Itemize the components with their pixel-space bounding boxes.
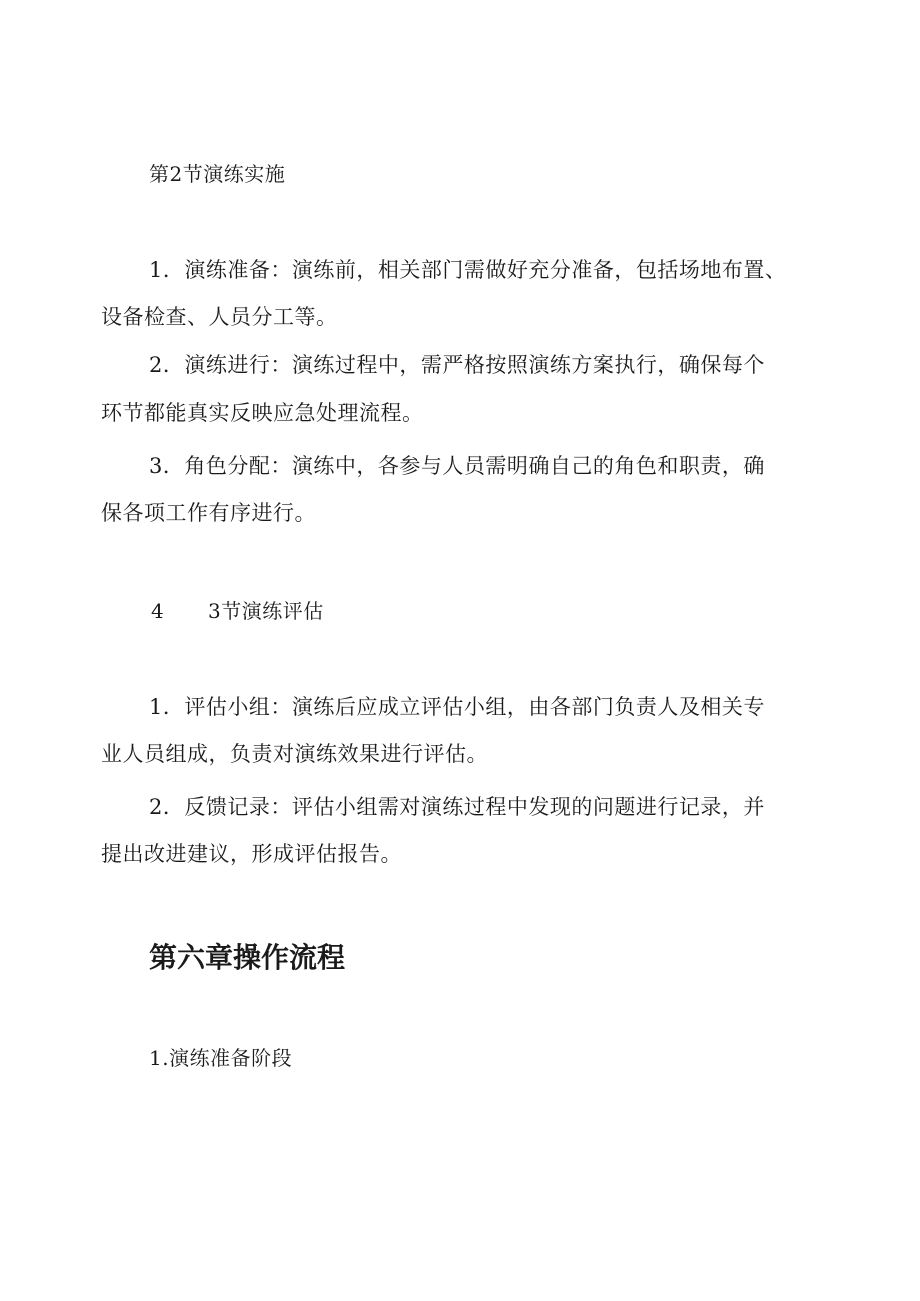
section-3-item-1-line-1: 1．评估小组：演练后应成立评估小组，由各部门负责人及相关专 (149, 695, 765, 719)
section-3-item-2-line-2: 提出改进建议，形成评估报告。 (101, 842, 402, 866)
section-3-item-2-line-1: 2．反馈记录：评估小组需对演练过程中发现的问题进行记录，并 (149, 795, 765, 819)
section-3-item-1-line-2: 业人员组成，负责对演练效果进行评估。 (101, 742, 488, 766)
section-3-heading-text: 3节演练评估 (208, 599, 324, 623)
section-2-item-2-line-1: 2．演练进行：演练过程中，需严格按照演练方案执行，确保每个 (149, 353, 765, 377)
section-2-item-2-line-2: 环节都能真实反映应急处理流程。 (101, 401, 424, 425)
chapter-6-title: 第六章操作流程 (149, 941, 346, 974)
section-2-item-1-line-2: 设备检查、人员分工等。 (101, 305, 338, 329)
chapter-6-subheading-1: 1.演练准备阶段 (149, 1046, 293, 1070)
section-3-heading (151, 596, 324, 626)
section-3-heading-number: 4 (151, 599, 165, 623)
section-2-item-3-line-2: 保各项工作有序进行。 (101, 501, 316, 525)
section-2-item-3-line-1: 3．角色分配：演练中，各参与人员需明确自己的角色和职责，确 (149, 454, 765, 478)
section-2-item-1-line-1: 1．演练准备：演练前，相关部门需做好充分准备，包括场地布置、 (149, 258, 787, 282)
section-2-heading: 第2节演练实施 (149, 162, 286, 186)
